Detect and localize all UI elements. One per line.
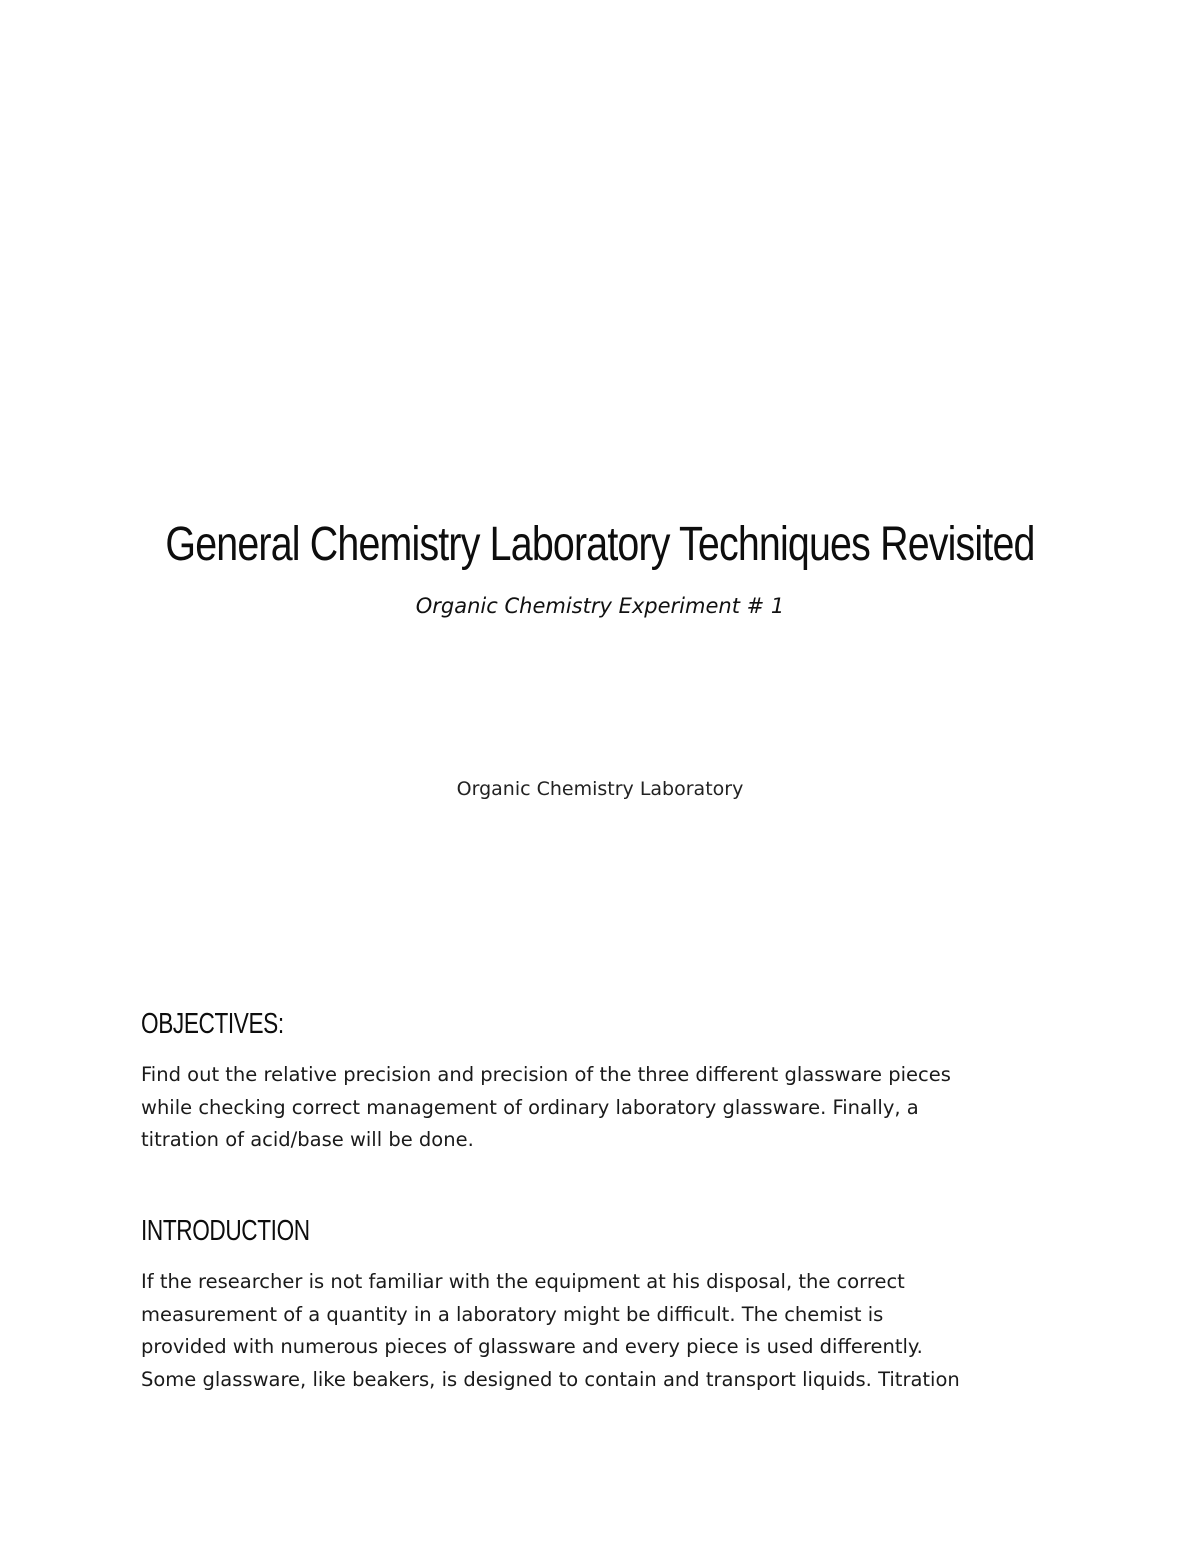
paragraph-line: Find out the relative precision and precision of the three different glassware pieces bbox=[141, 1063, 951, 1086]
paragraph-line: measurement of a quantity in a laboratory might be difficult. The chemist is bbox=[141, 1302, 884, 1326]
paragraph-line: If the researcher is not familiar with the equipment at his disposal, the correct bbox=[141, 1270, 905, 1293]
lab-name: Organic Chemistry Laboratory bbox=[456, 778, 744, 800]
section-heading-objectives: OBJECTIVES: bbox=[141, 1008, 284, 1040]
section-heading-introduction: INTRODUCTION bbox=[141, 1215, 310, 1247]
document-title: General Chemistry Laboratory Techniques Revisited bbox=[165, 518, 1035, 571]
paragraph-line: while checking correct management of ordinary laboratory glassware. Finally, a bbox=[141, 1095, 919, 1119]
paragraph-line: titration of acid/base will be done. bbox=[141, 1128, 474, 1152]
document-subtitle: Organic Chemistry Experiment # 1 bbox=[415, 594, 785, 618]
introduction-paragraph bbox=[141, 1266, 1061, 1397]
objectives-paragraph bbox=[141, 1059, 1061, 1157]
paragraph-line: Some glassware, like beakers, is designed to contain and transport liquids. Titration bbox=[141, 1368, 960, 1392]
paragraph-line: provided with numerous pieces of glassware and every piece is used differently. bbox=[141, 1335, 923, 1359]
